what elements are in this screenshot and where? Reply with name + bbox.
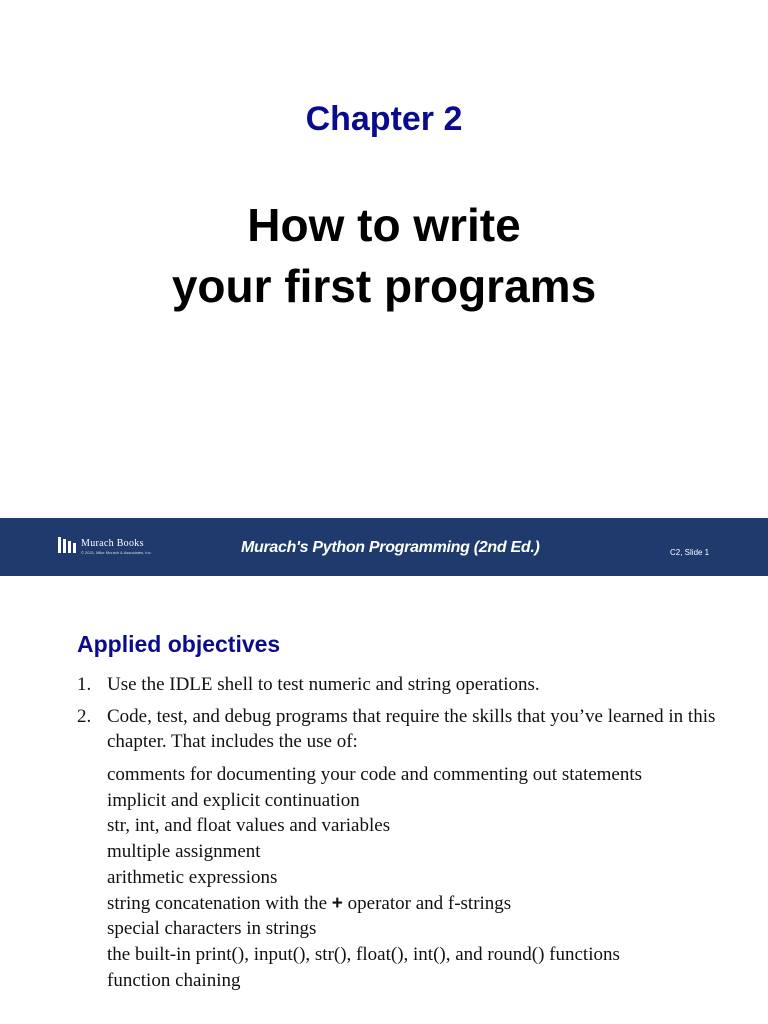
concat-text-after: operator and f-strings [342, 892, 512, 914]
skill-item: str, int, and float values and variables [107, 815, 391, 837]
skill-item: comments for documenting your code and commenting out statements [107, 764, 643, 785]
slide-title [0, 195, 768, 317]
slide-number: C2, Slide 1 [670, 548, 710, 557]
slide-title-line-2: your first programs [171, 260, 597, 312]
objectives-list [77, 672, 717, 761]
objectives-slide [0, 576, 768, 1024]
objective-number: 1. [77, 674, 92, 695]
plus-operator: + [331, 892, 343, 914]
book-title: Murach's Python Programming (2nd Ed.) [241, 539, 540, 556]
concat-text-before: string concatenation with the [107, 892, 332, 914]
publisher-name: Murach Books [81, 538, 144, 549]
skill-item: implicit and explicit continuation [107, 789, 360, 811]
objective-item [77, 672, 717, 697]
murach-books-logo-icon [58, 536, 76, 554]
objective-text: Code, test, and debug programs that require the skills that you’ve learned in this chapter. That includes the use of: [107, 706, 716, 752]
slide-title-line-1: How to write [247, 199, 521, 251]
copyright-text: © 2021, Mike Murach & Associates, Inc. [81, 550, 152, 555]
skills-list [107, 762, 667, 993]
skill-item-concatenation [107, 891, 667, 917]
publisher-logo [58, 536, 178, 558]
skill-item: the built-in print(), input(), str(), float(), int(), and round() functions [107, 943, 620, 965]
skill-item: function chaining [107, 969, 241, 991]
objective-text: Use the IDLE shell to test numeric and string operations. [107, 674, 540, 695]
slide-footer [0, 518, 768, 576]
chapter-label: Chapter 2 [305, 100, 463, 138]
objective-item [77, 704, 717, 754]
objective-number: 2. [77, 706, 92, 727]
skill-item: multiple assignment [107, 841, 261, 863]
skill-item: arithmetic expressions [107, 866, 278, 888]
objectives-heading: Applied objectives [77, 631, 281, 657]
skill-item: special characters in strings [107, 918, 317, 940]
